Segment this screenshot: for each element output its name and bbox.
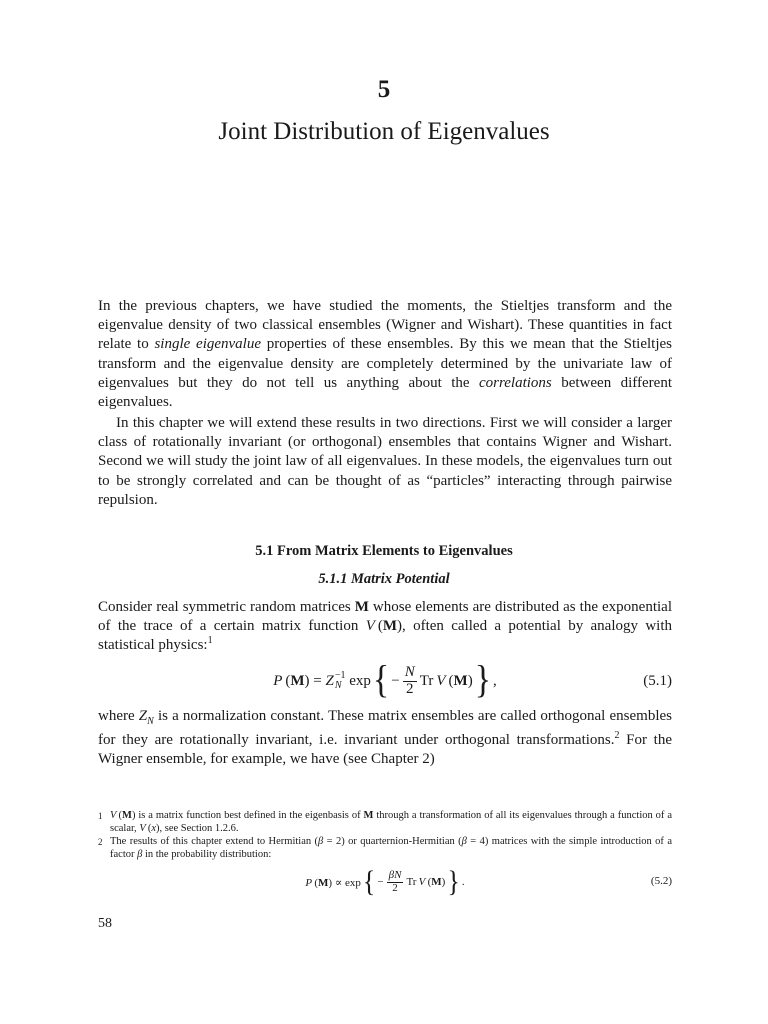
equation-number-5-2: (5.2) (650, 875, 672, 887)
equation-5-1-formula: P (M) = Z −1 N exp { − $\frac{N}{2}$ Tr V (M) } , (273, 659, 497, 702)
section-heading: 5.1 From Matrix Elements to Eigenvalues (255, 543, 513, 559)
equation-number-5-1: (5.1) (643, 673, 672, 689)
equation-5-2 (98, 864, 672, 900)
equation-5-1 (98, 659, 672, 703)
equation-5-2-formula: P (M) ∝ exp { − $\frac{\beta N}{2}$ Tr V (M) } . (305, 864, 465, 899)
body-paragraph-matrix-potential: Consider real symmetric random matrices M whose elements are distributed as the exponential of the trace of a certain matrix function V (M), often called a potential by analogy with statistical physics:$^1$ (98, 599, 672, 654)
footnote-ref-2: 2 (614, 730, 620, 742)
chapter-number: 5 (377, 76, 391, 103)
intro-paragraph-2: In this chapter we will extend these results in two directions. First we will consider a larger class of rotationally invariant (or orthogonal) ensembles that contains Wigner and Wishart. Second we will study the joint law of all eigenvalues. In these models, the eigenvalues turn out to be strongly correlated and can be thought of as “particles” interacting through pairwise repulsion. (98, 415, 672, 508)
emphasis-correlations: correlations (479, 374, 552, 391)
intro-paragraph-1: In the previous chapters, we have studied the moments, the Stieltjes transform and the eigenvalue density of two classical ensembles (Wigner and Wishart). These quantities in fact relate to single eigenvalue properties of these ensembles. By this we mean that the Stieltjes transform and the eigenvalue density are completely determined by the univariate law of eigenvalues but they do not tell us anything about the correlations between different eigenvalues. (98, 298, 673, 411)
footnote-2-mark: 2 (98, 837, 103, 847)
body-paragraph-orthogonal-ensembles: where $Z_N$ is a normalization constant. These matrix ensembles are called orthogonal ensembles for they are rotationally invariant, i.e. invariant under orthogonal transformations.$^2$ For the Wigner ensemble, for example, we have (see Chapter 2) (98, 708, 672, 768)
footnote-ref-1: 1 (207, 635, 213, 647)
subsection-heading: 5.1.1 Matrix Potential (318, 571, 450, 587)
footnote-2: 2 The results of this chapter extend to Hermitian (β = 2) or quarternion-Hermitian (β = 4) matrices with the simple introduction of a factor β in the probability distribution: (98, 836, 672, 860)
footnote-1-mark: 1 (98, 811, 103, 821)
footnote-1: 1 V (M) is a matrix function best defined in the eigenbasis of M through a transformation of all its eigenvalues through a function of a scalar, V (x), see Section 1.2.6. (98, 810, 672, 834)
page-number: 58 (98, 916, 112, 931)
emphasis-single-eigenvalue: single eigenvalue (154, 336, 262, 353)
chapter-title: Joint Distribution of Eigenvalues (218, 118, 550, 145)
